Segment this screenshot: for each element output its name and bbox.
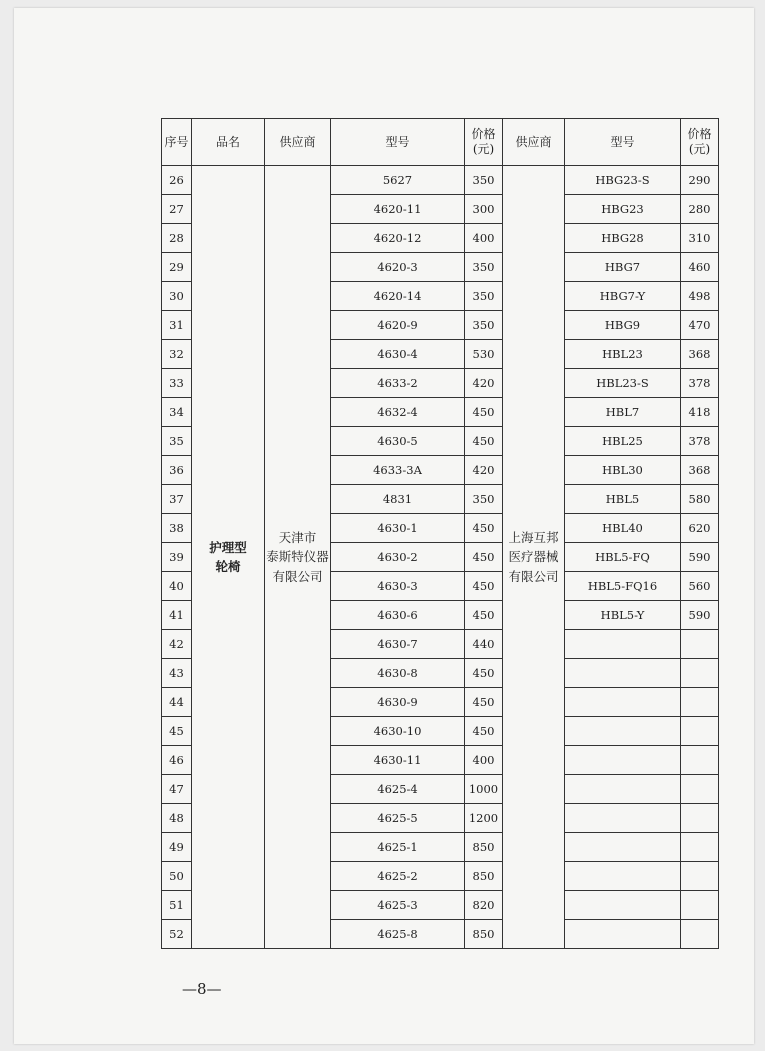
price-b-cell [681, 891, 719, 920]
model-a-cell: 4630-5 [331, 427, 465, 456]
header-supplier-a: 供应商 [265, 119, 331, 166]
price-a-cell: 400 [465, 224, 503, 253]
table-body [162, 166, 719, 949]
price-a-cell: 530 [465, 340, 503, 369]
supplier-a-cell: 天津市 泰斯特仪器 有限公司 [265, 166, 331, 949]
price-b-cell [681, 804, 719, 833]
seq-cell: 27 [162, 195, 192, 224]
price-b-cell: 580 [681, 485, 719, 514]
model-b-cell [565, 659, 681, 688]
price-b-cell: 378 [681, 427, 719, 456]
seq-cell: 38 [162, 514, 192, 543]
header-model-b: 型号 [565, 119, 681, 166]
header-model-a: 型号 [331, 119, 465, 166]
seq-cell: 33 [162, 369, 192, 398]
seq-cell: 51 [162, 891, 192, 920]
seq-cell: 43 [162, 659, 192, 688]
price-b-cell: 368 [681, 340, 719, 369]
model-b-cell: HBG28 [565, 224, 681, 253]
product-name-cell: 护理型 轮椅 [192, 166, 265, 949]
price-b-cell: 280 [681, 195, 719, 224]
seq-cell: 35 [162, 427, 192, 456]
model-a-cell: 4630-3 [331, 572, 465, 601]
model-b-cell: HBG23 [565, 195, 681, 224]
model-a-cell: 4625-3 [331, 891, 465, 920]
price-a-cell: 450 [465, 659, 503, 688]
price-b-cell [681, 920, 719, 949]
model-a-cell: 4620-11 [331, 195, 465, 224]
header-product: 品名 [192, 119, 265, 166]
model-a-cell: 4625-4 [331, 775, 465, 804]
page-number: —8— [182, 980, 222, 998]
model-a-cell: 4630-2 [331, 543, 465, 572]
price-b-cell [681, 630, 719, 659]
price-a-cell: 350 [465, 282, 503, 311]
seq-cell: 48 [162, 804, 192, 833]
header-supplier-b: 供应商 [503, 119, 565, 166]
price-a-cell: 350 [465, 253, 503, 282]
model-a-cell: 4632-4 [331, 398, 465, 427]
price-b-cell [681, 775, 719, 804]
price-b-cell [681, 833, 719, 862]
model-a-cell: 4630-10 [331, 717, 465, 746]
model-a-cell: 4620-9 [331, 311, 465, 340]
seq-cell: 37 [162, 485, 192, 514]
price-b-cell [681, 688, 719, 717]
model-a-cell: 4630-4 [331, 340, 465, 369]
product-price-table [161, 118, 719, 949]
seq-cell: 30 [162, 282, 192, 311]
seq-cell: 40 [162, 572, 192, 601]
model-b-cell [565, 920, 681, 949]
price-a-cell: 400 [465, 746, 503, 775]
price-a-cell: 350 [465, 311, 503, 340]
model-a-cell: 4630-8 [331, 659, 465, 688]
model-b-cell [565, 717, 681, 746]
model-a-cell: 4625-1 [331, 833, 465, 862]
model-a-cell: 5627 [331, 166, 465, 195]
seq-cell: 46 [162, 746, 192, 775]
price-a-cell: 450 [465, 688, 503, 717]
seq-cell: 45 [162, 717, 192, 746]
model-b-cell [565, 746, 681, 775]
model-b-cell: HBL5-FQ16 [565, 572, 681, 601]
model-b-cell [565, 891, 681, 920]
price-b-cell: 290 [681, 166, 719, 195]
seq-cell: 47 [162, 775, 192, 804]
price-a-cell: 350 [465, 166, 503, 195]
seq-cell: 28 [162, 224, 192, 253]
model-b-cell: HBL5-Y [565, 601, 681, 630]
price-a-cell: 850 [465, 862, 503, 891]
price-a-cell: 420 [465, 456, 503, 485]
table-header-row [162, 119, 719, 166]
model-b-cell: HBL5 [565, 485, 681, 514]
model-a-cell: 4630-9 [331, 688, 465, 717]
document-page [14, 8, 754, 1044]
price-b-cell: 470 [681, 311, 719, 340]
model-b-cell: HBG7 [565, 253, 681, 282]
model-b-cell [565, 862, 681, 891]
price-b-cell: 590 [681, 601, 719, 630]
price-a-cell: 350 [465, 485, 503, 514]
seq-cell: 26 [162, 166, 192, 195]
supplier-b-cell: 上海互邦 医疗器械 有限公司 [503, 166, 565, 949]
model-a-cell: 4633-3A [331, 456, 465, 485]
price-b-cell: 498 [681, 282, 719, 311]
price-b-cell: 378 [681, 369, 719, 398]
seq-cell: 31 [162, 311, 192, 340]
price-a-cell: 440 [465, 630, 503, 659]
table-row [162, 166, 719, 195]
model-b-cell: HBL40 [565, 514, 681, 543]
header-seq: 序号 [162, 119, 192, 166]
seq-cell: 34 [162, 398, 192, 427]
model-a-cell: 4630-6 [331, 601, 465, 630]
model-a-cell: 4625-2 [331, 862, 465, 891]
model-a-cell: 4620-14 [331, 282, 465, 311]
model-a-cell: 4620-12 [331, 224, 465, 253]
header-price-b: 价格 (元) [681, 119, 719, 166]
seq-cell: 49 [162, 833, 192, 862]
model-b-cell: HBL7 [565, 398, 681, 427]
price-a-cell: 1000 [465, 775, 503, 804]
price-a-cell: 450 [465, 543, 503, 572]
model-a-cell: 4633-2 [331, 369, 465, 398]
price-b-cell: 310 [681, 224, 719, 253]
model-b-cell: HBL25 [565, 427, 681, 456]
seq-cell: 52 [162, 920, 192, 949]
model-b-cell: HBG9 [565, 311, 681, 340]
model-a-cell: 4625-8 [331, 920, 465, 949]
price-a-cell: 850 [465, 920, 503, 949]
price-a-cell: 300 [465, 195, 503, 224]
price-b-cell: 418 [681, 398, 719, 427]
price-a-cell: 450 [465, 717, 503, 746]
model-b-cell [565, 833, 681, 862]
model-b-cell: HBG7-Y [565, 282, 681, 311]
model-a-cell: 4630-1 [331, 514, 465, 543]
model-a-cell: 4630-11 [331, 746, 465, 775]
model-a-cell: 4625-5 [331, 804, 465, 833]
price-b-cell: 460 [681, 253, 719, 282]
price-b-cell: 590 [681, 543, 719, 572]
header-price-a: 价格 (元) [465, 119, 503, 166]
price-b-cell: 368 [681, 456, 719, 485]
price-a-cell: 420 [465, 369, 503, 398]
seq-cell: 32 [162, 340, 192, 369]
price-b-cell [681, 862, 719, 891]
model-b-cell: HBL23-S [565, 369, 681, 398]
model-b-cell: HBL5-FQ [565, 543, 681, 572]
price-b-cell [681, 717, 719, 746]
seq-cell: 29 [162, 253, 192, 282]
price-a-cell: 450 [465, 601, 503, 630]
price-b-cell: 560 [681, 572, 719, 601]
seq-cell: 42 [162, 630, 192, 659]
price-a-cell: 850 [465, 833, 503, 862]
model-b-cell: HBG23-S [565, 166, 681, 195]
price-a-cell: 450 [465, 572, 503, 601]
price-a-cell: 450 [465, 398, 503, 427]
price-a-cell: 450 [465, 427, 503, 456]
price-a-cell: 1200 [465, 804, 503, 833]
model-b-cell: HBL23 [565, 340, 681, 369]
model-b-cell [565, 688, 681, 717]
price-b-cell [681, 746, 719, 775]
price-b-cell: 620 [681, 514, 719, 543]
seq-cell: 36 [162, 456, 192, 485]
model-b-cell [565, 804, 681, 833]
seq-cell: 50 [162, 862, 192, 891]
price-a-cell: 820 [465, 891, 503, 920]
price-b-cell [681, 659, 719, 688]
model-b-cell [565, 630, 681, 659]
price-a-cell: 450 [465, 514, 503, 543]
seq-cell: 39 [162, 543, 192, 572]
seq-cell: 44 [162, 688, 192, 717]
model-a-cell: 4630-7 [331, 630, 465, 659]
model-b-cell: HBL30 [565, 456, 681, 485]
seq-cell: 41 [162, 601, 192, 630]
model-a-cell: 4620-3 [331, 253, 465, 282]
model-b-cell [565, 775, 681, 804]
model-a-cell: 4831 [331, 485, 465, 514]
